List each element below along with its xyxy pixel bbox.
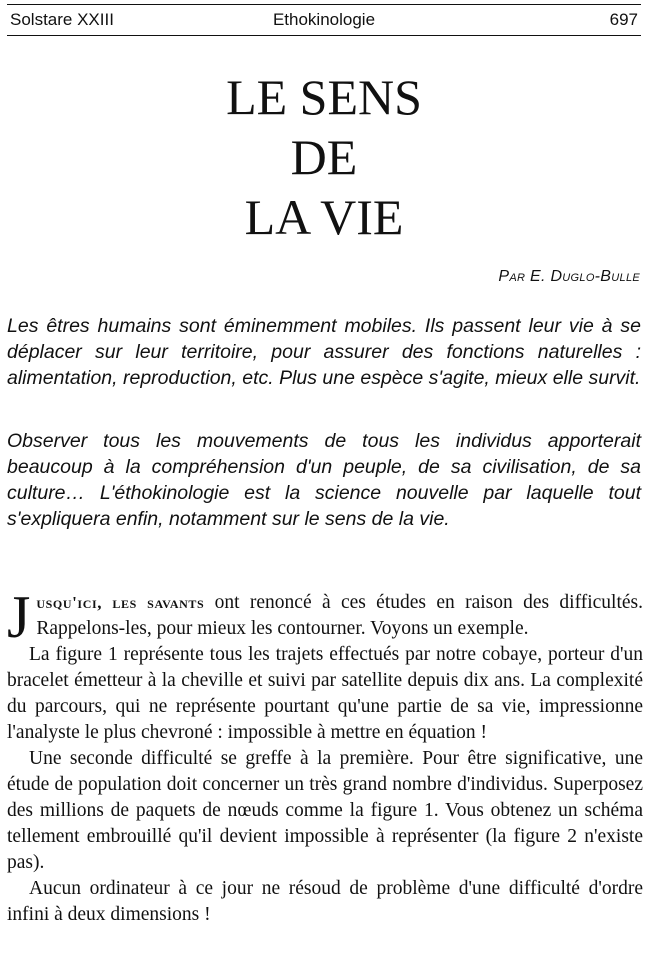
journal-issue: Solstare XXIII	[10, 10, 114, 29]
section-name: Ethokinologie	[272, 10, 376, 29]
running-header	[7, 4, 641, 36]
article-title-line-2: DE	[290, 129, 358, 185]
article-body	[7, 584, 643, 928]
body-paragraph-4: Aucun ordinateur à ce jour ne résoud de problème d'une difficulté d'ordre infini à deux dimensions !	[7, 878, 643, 925]
article-title-line-3: LA VIE	[244, 189, 404, 245]
abstract-paragraph-2: Observer tous les mouvements de tous les individus apporterait beaucoup à la compréhension d'un peuple, de sa civilisation, de sa culture… L'éthokinologie est la science nouvelle par laquelle tout s'expliquera enfin, notamment sur le sens de la vie.	[7, 430, 641, 530]
body-paragraph-1	[7, 584, 643, 650]
page-number: 697	[609, 10, 638, 29]
abstract-paragraph-1: Les êtres humains sont éminemment mobiles. Ils passent leur vie à se déplacer sur leur territoire, pour assurer des fonctions naturelles : alimentation, reproduction, etc. Plus une espèce s'agite, mieux elle survit.	[7, 315, 641, 389]
body-paragraph-3: Une seconde difficulté se greffe à la première. Pour être significative, une étude de population doit concerner un très grand nombre d'individus. Superposez des millions de paquets de nœuds comme la figure 1. Vous obtenez un schéma tellement embrouillé qu'il devient impossible à représenter (la figure 2 n'existe pas).	[7, 748, 643, 873]
body-paragraph-1-text: ont renoncé à ces études en raison des difficultés. Rappelons-les, pour mieux les contourner. Voyons un exemple.	[36, 592, 643, 639]
drop-cap: J	[7, 584, 31, 650]
article-title-line-1: LE SENS	[226, 69, 422, 125]
author-byline: Par E. Duglo-Bulle	[498, 268, 640, 285]
lead-in-small-caps: usqu'ici, les savants	[36, 593, 205, 612]
body-paragraph-2: La figure 1 représente tous les trajets effectués par notre cobaye, porteur d'un bracelet émetteur à la cheville et suivi par satellite depuis dix ans. La complexité du parcours, qui ne représente pourtant qu'une partie de sa vie, impressionne l'analyste le plus chevroné : impossible à mettre en équation !	[7, 644, 643, 743]
